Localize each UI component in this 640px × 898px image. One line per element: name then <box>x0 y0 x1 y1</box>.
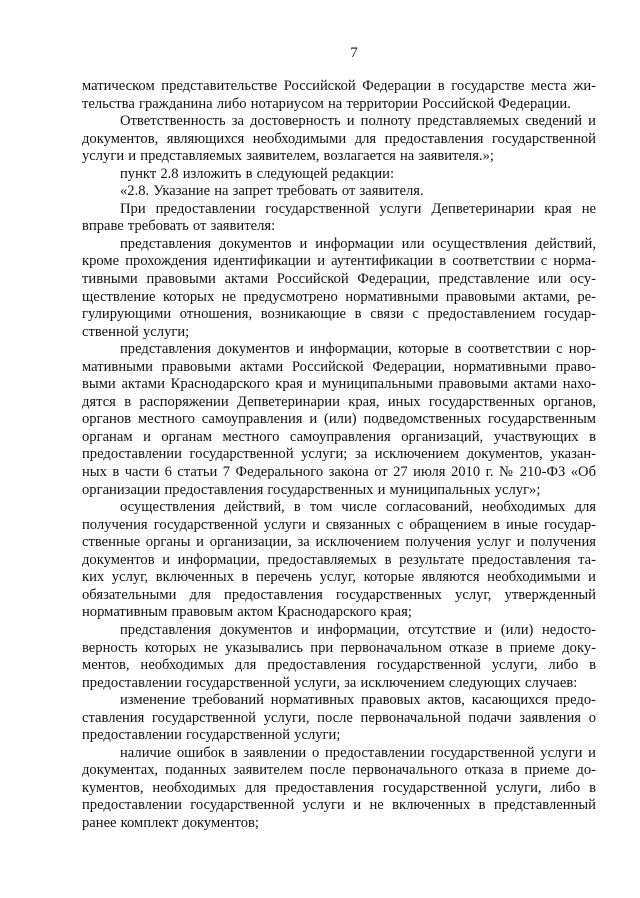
paragraph <box>82 113 596 166</box>
paragraph <box>82 166 596 184</box>
paragraph <box>82 622 596 692</box>
text-line: обязательными для предоставления государственных услуг, утвержденный <box>82 586 596 603</box>
paragraph <box>82 692 596 745</box>
text-line: кументов, необходимых для предоставления государственной услуги, либо в <box>82 779 596 796</box>
text-line: представления документов и информации или осуществления действий, <box>120 235 596 252</box>
text-line: матическом представительстве Российской Федерации в государстве места жи- <box>82 78 596 94</box>
paragraph <box>82 499 596 622</box>
text-line: организации предоставления государственных и муниципальных услуг»; <box>82 481 541 498</box>
text-line: выми актами Краснодарского края и муниципальными правовыми актами нахо- <box>82 376 596 393</box>
text-line: представления документов и информации, которые в соответствии с нор- <box>120 341 596 358</box>
paragraph <box>82 183 596 201</box>
text-line: наличие ошибок в заявлении о предоставлении государственной услуги и <box>120 744 596 761</box>
text-line: органов местного самоуправления и (или) подведомственных государственным <box>82 411 596 428</box>
text-line: документов и информации, предоставляемых в результате предоставления та- <box>82 551 596 568</box>
text-line: услуги и представляемых заявителем, возлагается на заявителя.»; <box>82 148 494 165</box>
text-line: пункт 2.8 изложить в следующей редакции: <box>120 165 395 182</box>
document-body <box>82 78 596 833</box>
text-line: дятся в распоряжении Депветеринарии края, иных государственных органов, <box>82 393 596 410</box>
page-number: 7 <box>350 45 358 61</box>
text-line: документах, поданных заявителем после первоначального отказа в приеме до- <box>82 762 596 779</box>
text-line: нормативным правовым актом Краснодарского края; <box>82 604 412 621</box>
text-line: ственной услуги; <box>82 323 190 340</box>
text-line: тивными правовыми актами Российской Федерации, представление или осу- <box>82 271 596 288</box>
text-line: осуществления действий, в том числе согласований, необходимых для <box>120 499 596 516</box>
text-line: органам и органам местного самоуправления организаций, участвующих в <box>82 428 596 445</box>
text-line: ных в части 6 статьи 7 Федерального закона от 27 июля 2010 г. № 210-ФЗ «Об <box>82 464 596 481</box>
text-line: документов, являющихся необходимыми для предоставления государственной <box>82 130 596 147</box>
text-line: верность которых не указывались при первоначальном отказе в приеме доку- <box>82 639 596 656</box>
text-line: кроме прохождения идентификации и аутентификации в соответствии с норма- <box>82 253 596 270</box>
text-line: ществление которых не предусмотрено нормативными правовыми актами, ре- <box>82 288 596 305</box>
text-line: получения государственной услуги и связанных с обращением в иные государ- <box>82 516 596 533</box>
text-line: ставления государственной услуги, после первоначальной подачи заявления о <box>82 709 596 726</box>
paragraph <box>82 341 596 499</box>
text-line: «2.8. Указание на запрет требовать от заявителя. <box>120 183 424 200</box>
text-line: мативными правовыми актами Российской Федерации, нормативными право- <box>82 358 596 375</box>
text-line: гулирующими отношения, возникающие в связи с предоставлением государ- <box>82 306 596 323</box>
text-line: предоставлении государственной услуги; за исключением документов, указан- <box>82 446 596 463</box>
text-line: При предоставлении государственной услуги Депветеринарии края не <box>120 200 596 217</box>
text-line: предоставлении государственной услуги и не включенных в представленный <box>82 797 596 814</box>
text-line: изменение требований нормативных правовых актов, касающихся предо- <box>120 692 596 709</box>
text-line: ких услуг, включенных в перечень услуг, которые являются необходимыми и <box>82 569 596 586</box>
paragraph <box>82 201 596 236</box>
text-line: Ответственность за достоверность и полноту представляемых сведений и <box>120 113 596 130</box>
text-line: ранее комплект документов; <box>82 814 259 831</box>
text-line: вправе требовать от заявителя: <box>82 218 276 235</box>
text-line: тельства гражданина либо нотариусом на территории Российской Федерации. <box>82 95 571 112</box>
paragraph <box>82 745 596 833</box>
text-line: предоставлении государственной услуги, за исключением следующих случаев: <box>82 674 578 691</box>
paragraph <box>82 78 596 113</box>
text-line: предоставлении государственной услуги; <box>82 727 341 744</box>
text-line: ментов, необходимых для предоставления государственной услуги, либо в <box>82 657 596 674</box>
text-line: представления документов и информации, отсутствие и (или) недосто- <box>120 621 596 638</box>
text-line: ственные органы и организации, за исключением получения услуг и получения <box>82 534 596 551</box>
paragraph <box>82 236 596 341</box>
